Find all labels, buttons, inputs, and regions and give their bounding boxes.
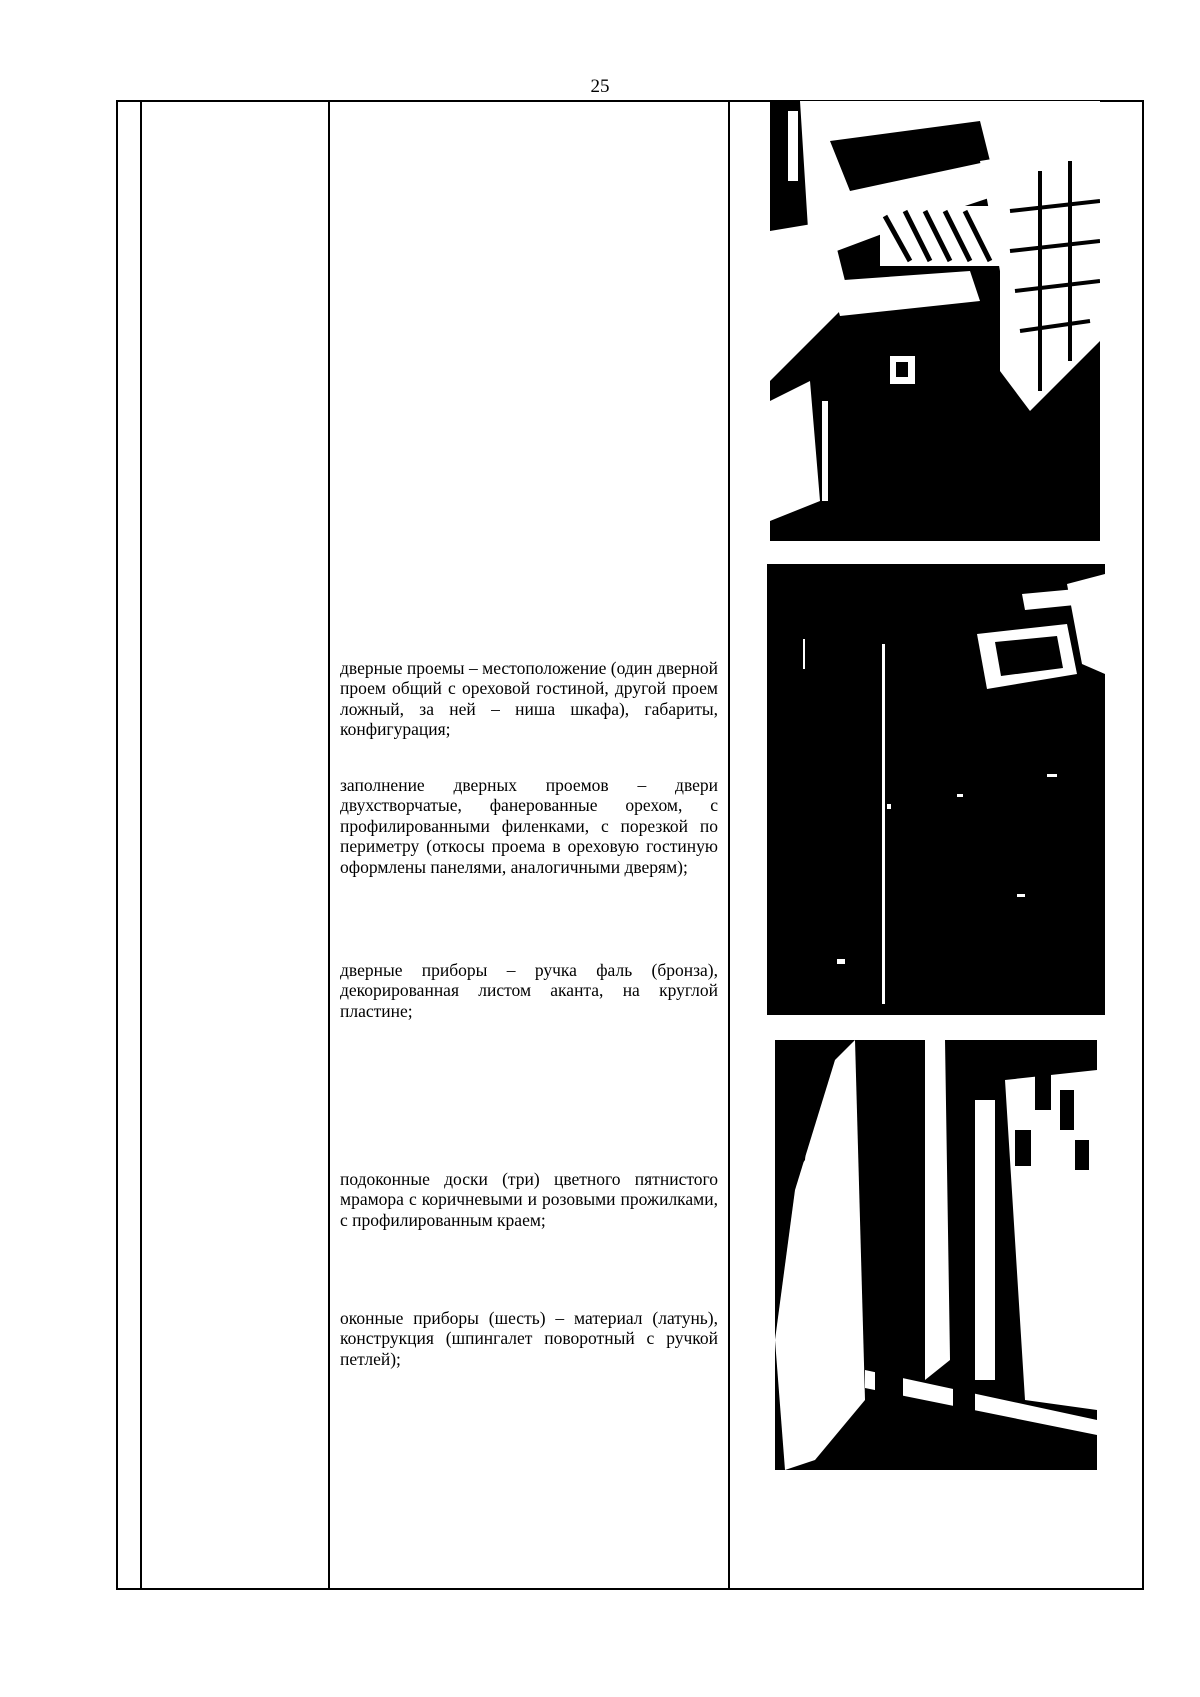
paragraph-door-hardware: дверные приборы – ручка фаль (бронза), декорированная листом аканта, на круглой пластине; [340,959,718,1021]
paragraph-window-hardware: оконные приборы (шесть) – материал (латунь), конструкция (шпингалет поворотный с ручкой петлей); [340,1307,718,1369]
photo-door [767,564,1105,1015]
page-number: 25 [590,76,610,97]
paragraph-door-openings: дверные проемы – местоположение (один дверной проем общий с ореховой гостиной, другой проем ложный, за ней – ниша шкафа), габариты, конфигурация; [340,657,718,739]
paragraph-window-sills: подоконные доски (три) цветного пятнистого мрамора с коричневыми и розовыми прожилками, с профилированным краем; [340,1168,718,1230]
photo-ceiling-doorway [770,101,1100,541]
column-divider-1 [140,102,142,1588]
paragraph-door-fill: заполнение дверных проемов – двери двухстворчатые, фанерованные орехом, с профилированными филенками, с порезкой по периметру (откосы проема в ореховую гостиную оформлены панелями, аналогичными дверям); [340,774,718,877]
column-divider-2 [328,102,330,1588]
column-divider-3 [728,102,730,1588]
photo-window [775,1040,1097,1470]
